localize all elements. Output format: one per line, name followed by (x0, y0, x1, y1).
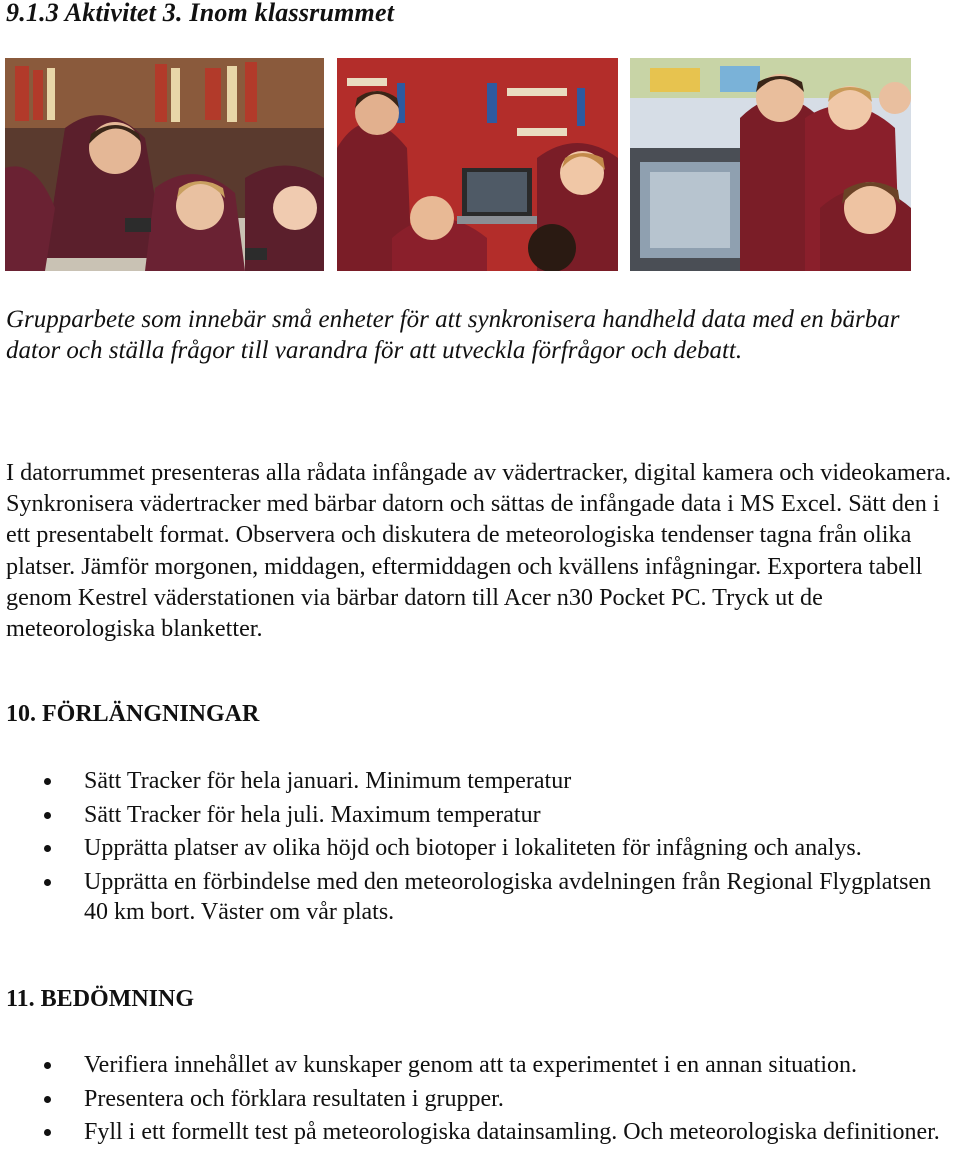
bullet-icon (44, 778, 51, 785)
list-item-text: Upprätta en förbindelse med den meteorologiska avdelningen från Regional Flygplatsen 40 km bort. Väster om vår plats. (84, 868, 932, 925)
list-item-text: Verifiera innehållet av kunskaper genom att ta experimentet i en annan situation. (84, 1052, 858, 1078)
list-item-text: Sätt Tracker för hela juli. Maximum temperatur (84, 801, 541, 828)
list-item-text: Sätt Tracker för hela januari. Minimum temperatur (84, 768, 572, 794)
bullet-icon (44, 1096, 51, 1103)
classroom-photo-computer (630, 58, 911, 271)
classroom-photo-handhelds (5, 58, 324, 271)
assessment-heading: 11. BEDÖMNING (6, 986, 195, 1012)
activity-description: I datorrummet presenteras alla rådata infångade av vädertracker, digital kamera och videokamera. Synkronisera vädertracker med bärbar datorn och sättas de infångade data i MS Excel. Sätt den i ett presentabelt format. Observera och diskutera de meteorologiska tendenser tagna från olika platser. Jämför morgonen, middagen, eftermiddagen och kvällens infågningar. Exportera tabell genom Kestrel väderstationen via bärbar datorn till Acer n30 Pocket PC. Tryck ut de meteorologiska blanketter. (6, 459, 952, 643)
list-item-text: Upprätta platser av olika höjd och biotoper i lokaliteten för infågning och analys. (84, 835, 862, 861)
photo-caption: Grupparbete som innebär små enheter för att synkronisera handheld data med en bärbar dator och ställa frågor till varandra för att utveckla förfrågor och debatt. (6, 306, 900, 364)
extensions-heading: 10. FÖRLÄNGNINGAR (6, 701, 260, 727)
list-item (0, 800, 960, 830)
bullet-icon (44, 845, 51, 852)
classroom-photo-laptop (337, 58, 618, 271)
bullet-icon (44, 1129, 51, 1136)
list-item-text: Fyll i ett formellt test på meteorologiska datainsamling. Och meteorologiska definitioner. (84, 1119, 940, 1145)
bullet-icon (44, 1062, 51, 1069)
list-item (0, 1084, 960, 1114)
list-item-text: Presentera och förklara resultaten i grupper. (84, 1085, 504, 1112)
assessment-list (0, 1050, 960, 1151)
activity-heading: 9.1.3 Aktivitet 3. Inom klassrummet (6, 0, 395, 27)
list-item (0, 833, 960, 863)
list-item (0, 867, 960, 927)
list-item (0, 1050, 960, 1080)
extensions-list (0, 766, 960, 930)
list-item (0, 1117, 960, 1147)
bullet-icon (44, 879, 51, 886)
list-item (0, 766, 960, 796)
bullet-icon (44, 812, 51, 819)
